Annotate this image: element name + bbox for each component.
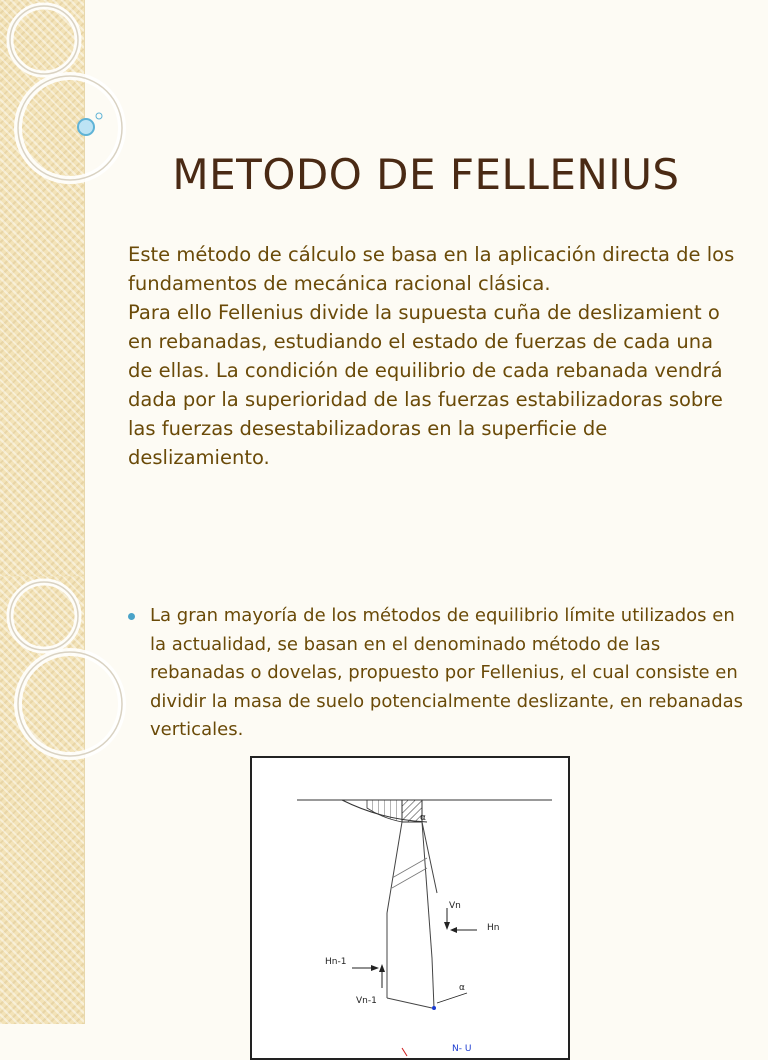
bullet-text: La gran mayoría de los métodos de equilibrio límite utilizados en la actualidad, se basan en el denominado método de las rebanadas o dovelas, propuesto por Fellenius, el cual consiste en dividir la masa de suelo potencialmente deslizante, en rebanadas verticales. bbox=[150, 605, 744, 740]
paragraph-intro: Este método de cálculo se basa en la aplicación directa de los fundamentos de mecánica racional clásica. bbox=[128, 243, 735, 295]
label-n-u: N- U bbox=[452, 1044, 472, 1054]
bullet-item bbox=[128, 602, 748, 745]
label-alpha-top: α bbox=[420, 813, 426, 823]
label-vn: Vn bbox=[449, 901, 461, 911]
slide-body bbox=[128, 240, 738, 472]
label-hn-1: Hn-1 bbox=[325, 957, 347, 967]
bullet-dot-icon bbox=[128, 613, 135, 620]
fellenius-slice-diagram bbox=[250, 756, 570, 1060]
bubble-icon bbox=[78, 119, 94, 135]
slice bbox=[402, 800, 422, 822]
page-title: METODO DE FELLENIUS bbox=[172, 150, 680, 199]
label-vn-1: Vn-1 bbox=[356, 996, 377, 1006]
decorative-sidebar bbox=[0, 576, 85, 1024]
paragraph-detail: Para ello Fellenius divide la supuesta cuña de deslizamient o en rebanadas, estudiando el estado de fuerzas de cada una de ellas. La condición de equilibrio de cada rebanada vendrá dada por la superioridad de las fuerzas estabilizadoras sobre las fuerzas desestabilizadoras en la superficie de deslizamiento. bbox=[128, 301, 723, 469]
label-alpha-bottom: α bbox=[459, 983, 465, 993]
decorative-sidebar bbox=[0, 0, 85, 576]
label-hn: Hn bbox=[487, 923, 500, 933]
slide-2 bbox=[0, 576, 768, 1054]
